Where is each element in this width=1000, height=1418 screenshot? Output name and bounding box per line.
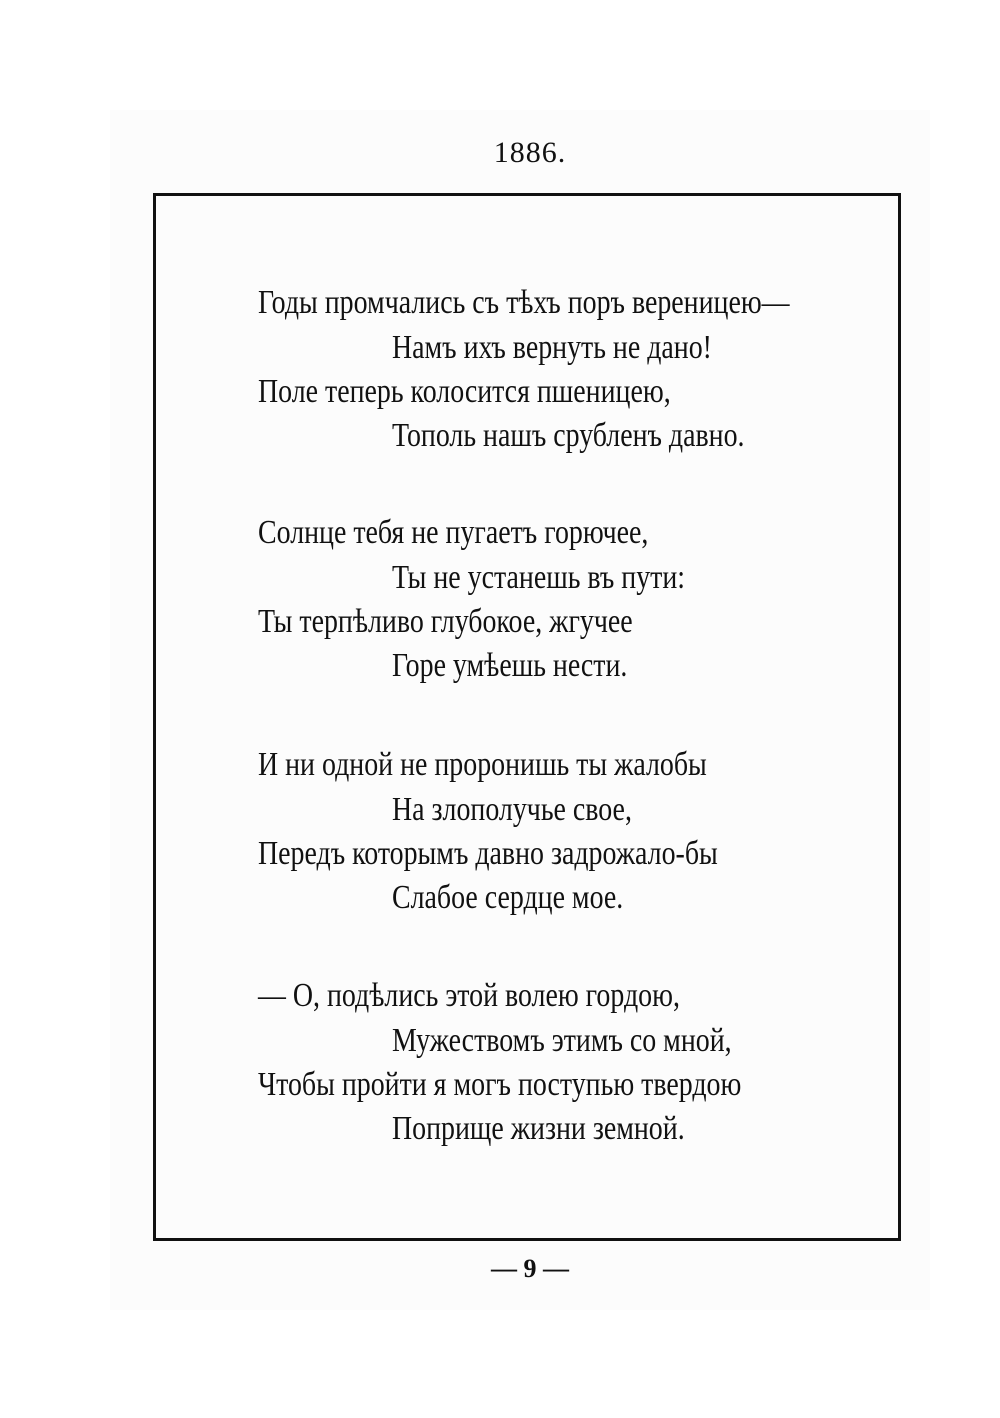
poem-line: Поприще жизни земной. bbox=[392, 1109, 685, 1147]
poem-line: И ни одной не проронишь ты жалобы bbox=[258, 745, 707, 783]
poem-line: Слабое сердце мое. bbox=[392, 878, 624, 916]
poem-line: Солнце тебя не пугаетъ горючее, bbox=[258, 513, 649, 551]
poem-line: Чтобы пройти я могъ поступью твердою bbox=[258, 1065, 742, 1103]
poem-line: Поле теперь колосится пшеницею, bbox=[258, 372, 671, 410]
poem-line: На злополучье свое, bbox=[392, 790, 632, 828]
poem-line: Ты не устанешь въ пути: bbox=[392, 558, 686, 596]
page-title-year: 1886. bbox=[493, 136, 567, 169]
poem-line: Тополь нашъ срубленъ давно. bbox=[392, 416, 745, 454]
poem-line: Передъ которымъ давно задрожало-бы bbox=[258, 834, 718, 872]
page-number: — 9 — bbox=[491, 1254, 569, 1283]
poem-line: Мужествомъ этимъ со мной, bbox=[392, 1021, 732, 1059]
poem-line: Горе умѣешь нести. bbox=[392, 646, 628, 684]
poem-line: Намъ ихъ вернуть не дано! bbox=[392, 328, 712, 366]
poem-line: — О, подѣлись этой волею гордою, bbox=[258, 976, 680, 1014]
poem-line: Ты терпѣливо глубокое, жгучее bbox=[258, 602, 633, 640]
poem-line: Годы промчались съ тѣхъ поръ вереницею— bbox=[258, 283, 790, 321]
